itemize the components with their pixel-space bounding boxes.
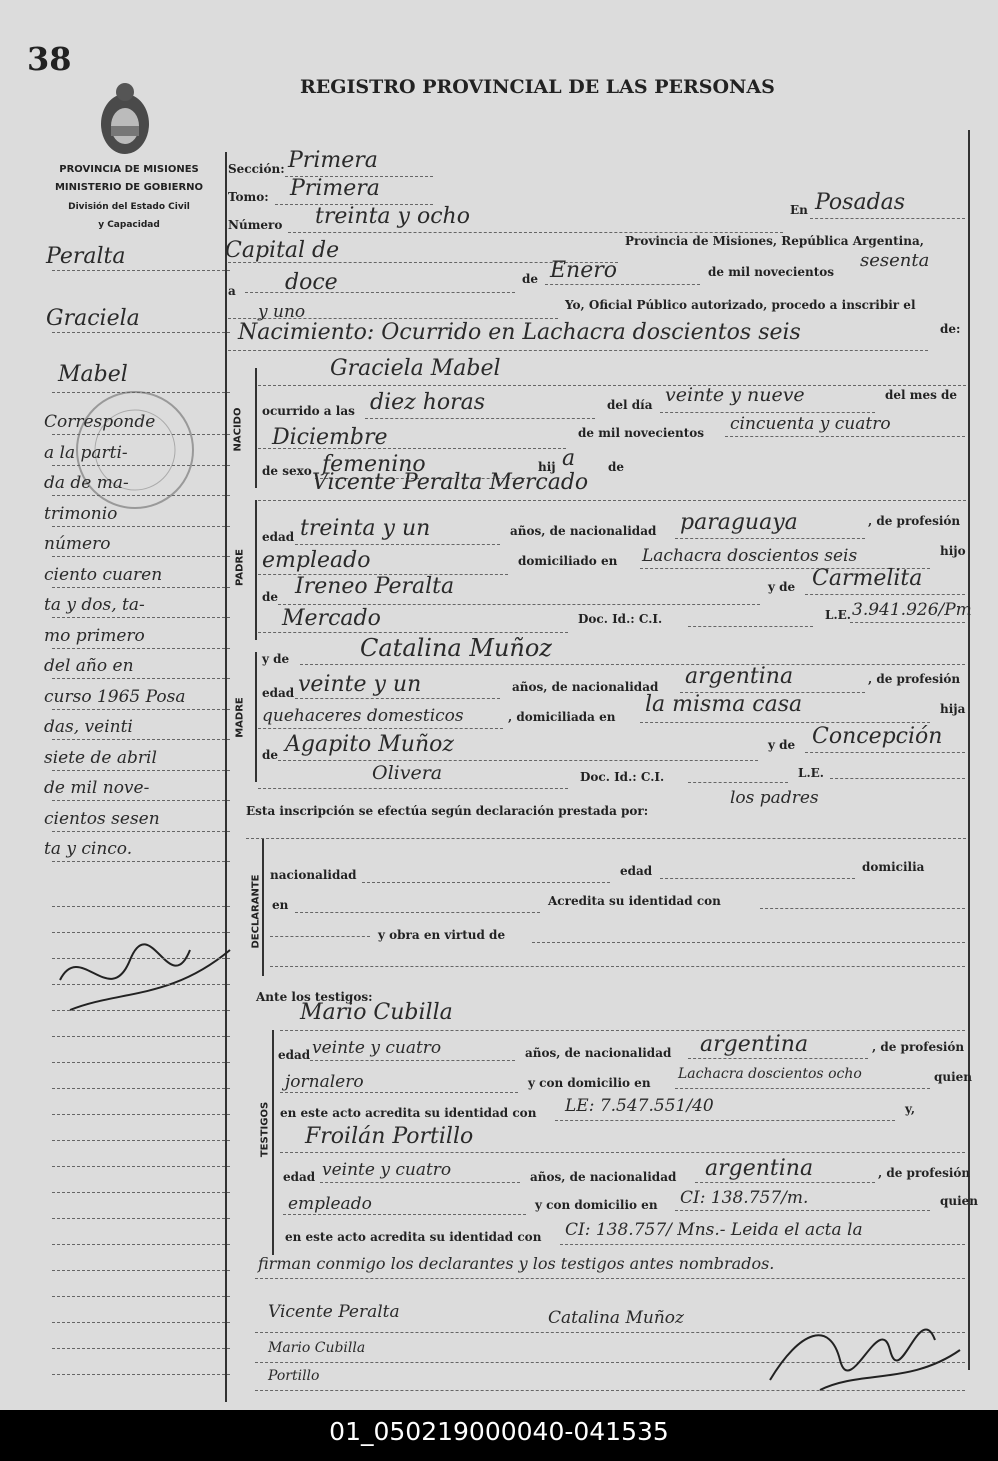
ocurrido-label: ocurrido a las xyxy=(262,404,355,418)
provincia-label: Provincia de Misiones, República Argentina, xyxy=(625,234,924,248)
sexo-label: de sexo xyxy=(262,464,312,478)
rule xyxy=(258,728,503,729)
de-mil2-label: de mil novecientos xyxy=(578,426,705,440)
madre-nac-value: argentina xyxy=(685,664,794,689)
rule xyxy=(830,778,965,779)
testigos-border xyxy=(272,1030,274,1255)
rule xyxy=(52,1296,230,1297)
coat-of-arms-icon xyxy=(96,80,154,158)
rule xyxy=(52,434,230,435)
margin-note-line: cientos sesen xyxy=(44,808,160,829)
padre-prof-label: , de profesión xyxy=(868,514,961,528)
margin-note-line: de mil nove- xyxy=(44,778,150,798)
rule xyxy=(52,800,230,801)
rule xyxy=(695,1182,875,1183)
rule xyxy=(52,678,230,679)
rule xyxy=(52,770,230,771)
rule xyxy=(228,350,928,351)
t1-anos-label: años, de nacionalidad xyxy=(525,1046,672,1060)
madre-section-label: MADRE xyxy=(234,697,246,738)
rule xyxy=(52,1088,230,1089)
hija-label: hija xyxy=(940,702,966,716)
dia-value: doce xyxy=(285,270,338,295)
abuela2-value: Mercado xyxy=(282,606,381,631)
del-mes-label: del mes de xyxy=(885,388,958,402)
declarante-border xyxy=(262,838,264,976)
nacido-section-label: NACIDO xyxy=(232,407,244,452)
rule xyxy=(52,1140,230,1141)
rule xyxy=(688,1058,868,1059)
testigo2-value: Froilán Portillo xyxy=(305,1124,474,1149)
numero-label: Número xyxy=(228,218,283,232)
t1-nac-value: argentina xyxy=(700,1032,809,1057)
seccion-label: Sección: xyxy=(228,162,285,176)
firma-t2: Portillo xyxy=(268,1368,320,1384)
declarante-section-label: DECLARANTE xyxy=(250,874,262,949)
rule xyxy=(52,831,230,832)
padre-le-value: 3.941.926/Pm xyxy=(852,600,972,620)
footer-id: 01_050219000040-041535 xyxy=(0,1410,998,1461)
rule xyxy=(532,942,965,943)
cierre-value: firman conmigo los declarantes y los testigos antes nombrados. xyxy=(258,1254,775,1273)
t2-prof-label: , de profesión xyxy=(878,1166,971,1180)
padre-dom-label: domiciliado en xyxy=(518,554,618,568)
rule xyxy=(52,270,230,271)
madre-edad-label: edad xyxy=(262,686,295,700)
rule xyxy=(688,782,788,783)
rule xyxy=(52,739,230,740)
rule xyxy=(295,912,540,913)
rule xyxy=(295,698,500,699)
madre-border xyxy=(255,652,257,782)
margin-nombre2: Mabel xyxy=(58,362,128,387)
division-heading: División del Estado Civil xyxy=(68,202,190,212)
t1-quien-label: quien xyxy=(934,1070,973,1084)
de-mil-label: de mil novecientos xyxy=(708,265,835,279)
rule xyxy=(640,722,930,723)
de-colon-label: de: xyxy=(940,322,961,336)
t2-edad-label: edad xyxy=(283,1170,316,1184)
province-heading: PROVINCIA DE MISIONES xyxy=(59,164,199,175)
rule xyxy=(258,500,966,501)
t2-id-value: CI: 138.757/ Mns.- Leida el acta la xyxy=(565,1220,863,1240)
margin-note-line: trimonio xyxy=(44,503,118,524)
rule xyxy=(270,936,370,937)
rule xyxy=(52,1374,230,1375)
official-signature-icon xyxy=(760,1290,970,1400)
rule xyxy=(760,908,965,909)
y-de2-label: y de xyxy=(262,652,290,666)
rule xyxy=(258,385,966,386)
margin-note-line: ciento cuaren xyxy=(44,564,163,585)
rule xyxy=(660,412,875,413)
madre-name-value: Catalina Muñoz xyxy=(360,634,552,662)
mes-nac-value: Diciembre xyxy=(272,425,388,450)
doc-m-label: Doc. Id.: C.I. xyxy=(580,770,665,784)
right-border xyxy=(968,130,970,1370)
abuelo-m-value: Agapito Muñoz xyxy=(285,732,454,757)
t2-anos-label: años, de nacionalidad xyxy=(530,1170,677,1184)
rule xyxy=(660,878,855,879)
rule xyxy=(545,284,700,285)
padre-edad-label: edad xyxy=(262,530,295,544)
tomo-label: Tomo: xyxy=(228,190,269,204)
rule xyxy=(255,1278,965,1279)
de2-label: de xyxy=(608,460,625,474)
rule xyxy=(52,648,230,649)
margin-note-line: mo primero xyxy=(44,625,145,646)
rule xyxy=(280,1092,518,1093)
rule xyxy=(52,861,230,862)
abuela-m2-value: Olivera xyxy=(372,762,443,784)
margin-apellido: Peralta xyxy=(46,244,126,269)
sheet-number: 38 xyxy=(27,40,72,78)
t1-edad-label: edad xyxy=(278,1048,311,1062)
madre-prof-value: quehaceres domesticos xyxy=(262,706,464,726)
obra-label: y obra en virtud de xyxy=(378,928,506,942)
rule xyxy=(805,594,965,595)
domicilia-label: domicilia xyxy=(862,860,925,874)
rule xyxy=(52,932,230,933)
rule xyxy=(365,418,595,419)
anio2-value: y uno xyxy=(258,302,306,322)
rule xyxy=(52,1166,230,1167)
t1-prof-label: , de profesión xyxy=(872,1040,965,1054)
testigos-section-label: TESTIGOS xyxy=(259,1101,271,1158)
testigo1-value: Mario Cubilla xyxy=(300,1000,453,1025)
t2-dom-value: CI: 138.757/m. xyxy=(680,1188,809,1208)
hijo-label: hijo xyxy=(940,544,966,558)
madre-dom-label: , domiciliada en xyxy=(508,710,616,724)
t2-dom-label: y con domicilio en xyxy=(535,1198,658,1212)
firma-madre: Catalina Muñoz xyxy=(548,1308,684,1328)
rule xyxy=(52,556,230,557)
ministry-heading: MINISTERIO DE GOBIERNO xyxy=(54,182,204,193)
margin-signature-icon xyxy=(40,920,240,1030)
rule xyxy=(362,882,610,883)
margin-note-line: da de ma- xyxy=(44,473,129,493)
le-m-label: L.E. xyxy=(798,766,824,780)
t1-acredita-label: en este acto acredita su identidad con xyxy=(280,1106,537,1120)
padre-border xyxy=(255,500,257,640)
capital-value: Capital de xyxy=(225,238,340,263)
t1-prof-value: jornalero xyxy=(285,1072,364,1092)
rule xyxy=(278,604,760,605)
madre-nac-label: años, de nacionalidad xyxy=(512,680,659,694)
margin-note-line: das, veinti xyxy=(44,717,133,737)
margin-note-line: siete de abril xyxy=(44,747,157,768)
tomo-value: Primera xyxy=(290,176,380,201)
rule xyxy=(52,332,230,333)
nacionalidad-label: nacionalidad xyxy=(270,868,357,882)
madre-edad-value: veinte y un xyxy=(298,672,422,697)
rule xyxy=(52,1348,230,1349)
rule xyxy=(805,752,965,753)
t2-acredita-label: en este acto acredita su identidad con xyxy=(285,1230,542,1244)
acredita-label: Acredita su identidad con xyxy=(548,894,721,908)
edad-d-label: edad xyxy=(620,864,653,878)
margin-note-line: a la parti- xyxy=(44,442,128,463)
dia-nac-value: veinte y nueve xyxy=(665,384,805,406)
a-label: a xyxy=(228,284,236,298)
rule xyxy=(228,318,558,319)
nombre-value: Graciela Mabel xyxy=(330,356,501,381)
madre-prof-label: , de profesión xyxy=(868,672,961,686)
margin-note-line: ta y dos, ta- xyxy=(44,595,145,615)
margin-note-line: número xyxy=(44,534,111,554)
rule xyxy=(52,1192,230,1193)
margin-note-line: ta y cinco. xyxy=(44,839,133,859)
abuela-m-value: Concepción xyxy=(812,724,943,749)
document-title: REGISTRO PROVINCIAL DE LAS PERSONAS xyxy=(300,76,775,98)
mes-value: Enero xyxy=(550,258,618,283)
rule xyxy=(52,958,230,959)
y-de-m-label: y de xyxy=(768,738,796,752)
rule xyxy=(675,538,865,539)
anio-value: sesenta xyxy=(860,250,930,271)
t2-nac-value: argentina xyxy=(705,1156,814,1181)
nacimiento-value: Nacimiento: Ocurrido en Lachacra doscientos seis xyxy=(238,320,801,345)
en-d-label: en xyxy=(272,898,289,912)
rule xyxy=(295,544,500,545)
ante-label: Ante los testigos: xyxy=(256,990,373,1004)
t2-prof-value: empleado xyxy=(288,1194,372,1214)
rule xyxy=(850,622,965,623)
rule xyxy=(52,1218,230,1219)
numero-value: treinta y ocho xyxy=(315,204,470,229)
rule xyxy=(560,1244,965,1245)
rule xyxy=(555,1120,895,1121)
en-label: En xyxy=(790,203,808,217)
margin-nombre1: Graciela xyxy=(46,306,140,331)
rule xyxy=(310,1060,515,1061)
y-de-label: y de xyxy=(768,580,796,594)
le-label: L.E. xyxy=(825,608,851,622)
rule xyxy=(245,292,515,293)
rule xyxy=(320,1182,520,1183)
t2-quien-label: quien xyxy=(940,1194,979,1208)
firma-t1: Mario Cubilla xyxy=(268,1340,366,1356)
hij-suffix-value: a xyxy=(562,446,576,471)
inscripcion-label: Esta inscripción se efectúa según declaración prestada por: xyxy=(246,804,649,818)
rule xyxy=(300,664,965,665)
rule xyxy=(258,632,568,633)
nacido-border xyxy=(255,368,257,488)
rule xyxy=(810,218,965,219)
margin-border xyxy=(225,152,227,1402)
padre-prof-value: empleado xyxy=(262,548,371,573)
en-value: Posadas xyxy=(815,190,906,215)
padre-edad-value: treinta y un xyxy=(300,516,431,541)
t1-y-label: y, xyxy=(905,1102,916,1116)
de-label: de xyxy=(522,272,539,286)
padre-dom-value: Lachacra doscientos seis xyxy=(642,546,858,566)
t2-edad-value: veinte y cuatro xyxy=(322,1160,452,1180)
rule xyxy=(280,1152,965,1153)
doc-label: Doc. Id.: C.I. xyxy=(578,612,663,626)
padre-nac-value: paraguaya xyxy=(680,510,798,535)
madre-de-label: de xyxy=(262,748,279,762)
rule xyxy=(52,1244,230,1245)
rule xyxy=(52,526,230,527)
rule xyxy=(725,436,965,437)
rule xyxy=(52,495,230,496)
anio-nac-value: cincuenta y cuatro xyxy=(730,414,891,434)
rule xyxy=(52,617,230,618)
rule xyxy=(52,1010,230,1011)
rule xyxy=(52,984,230,985)
rule xyxy=(52,1322,230,1323)
declarante-value: los padres xyxy=(730,788,819,808)
rule xyxy=(52,906,230,907)
rule xyxy=(52,709,230,710)
abuela-value: Carmelita xyxy=(812,566,923,591)
margin-note-line: del año en xyxy=(44,656,134,676)
rule xyxy=(246,838,966,839)
rule xyxy=(52,465,230,466)
t1-id-value: LE: 7.547.551/40 xyxy=(565,1096,714,1116)
yo-label: Yo, Oficial Público autorizado, procedo a inscribir el xyxy=(565,298,916,312)
rule xyxy=(288,232,783,233)
abuelo-value: Ireneo Peralta xyxy=(295,574,455,599)
rule xyxy=(688,626,813,627)
padre-nac-label: años, de nacionalidad xyxy=(510,524,657,538)
t1-dom-value: Lachacra doscientos ocho xyxy=(678,1066,862,1082)
del-dia-label: del día xyxy=(607,398,653,412)
rule xyxy=(52,587,230,588)
rule xyxy=(52,1270,230,1271)
rule xyxy=(675,1088,930,1089)
rule xyxy=(270,966,965,967)
t1-edad-value: veinte y cuatro xyxy=(312,1038,442,1058)
rule xyxy=(280,1030,965,1031)
hij-label: hij xyxy=(538,460,556,474)
margin-note-line: curso 1965 Posa xyxy=(44,686,186,707)
firma-padre: Vicente Peralta xyxy=(268,1302,400,1322)
rule xyxy=(52,392,230,393)
division-heading-2: y Capacidad xyxy=(98,220,160,230)
rule xyxy=(258,788,568,789)
madre-dom-value: la misma casa xyxy=(645,692,803,717)
hora-value: diez horas xyxy=(370,390,486,415)
rule xyxy=(52,1062,230,1063)
sexo-value: femenino xyxy=(322,452,426,477)
padre-de-label: de xyxy=(262,590,279,604)
seccion-value: Primera xyxy=(288,148,378,173)
rule xyxy=(52,1114,230,1115)
rule xyxy=(52,1036,230,1037)
rule xyxy=(283,1214,526,1215)
rule xyxy=(675,1210,930,1211)
padre-name-value: Vicente Peralta Mercado xyxy=(312,470,589,495)
t1-dom-label: y con domicilio en xyxy=(528,1076,651,1090)
padre-section-label: PADRE xyxy=(234,549,246,586)
rule xyxy=(278,760,758,761)
rule xyxy=(258,448,566,449)
margin-note-line: Corresponde xyxy=(44,412,156,432)
